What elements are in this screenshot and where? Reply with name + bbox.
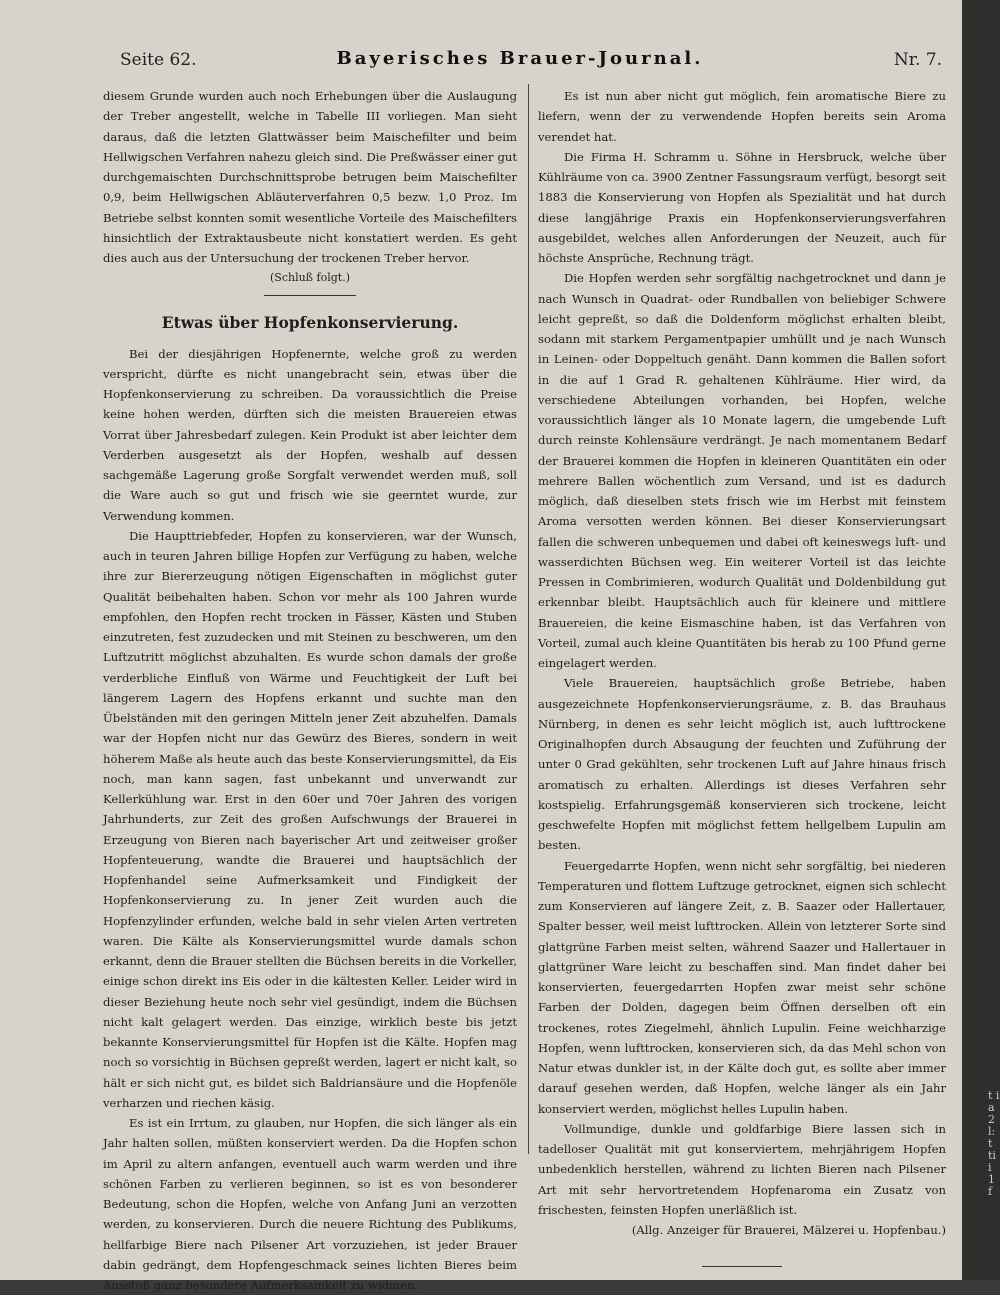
left-column xyxy=(103,86,517,1295)
article-paragraph: Es ist ein Irrtum, zu glauben, nur Hopfen, die sich länger als ein Jahr halten sollen, müßten konserviert werden. Da die Hopfen schon im April zu altern anfangen, eventuell auch warm werden und ihre schönen Farben zu verlieren beginnen, so ist es von besonderer Bedeutung, schon die Hopfen, welche von Anfang Juni an verzotten werden, zu konservieren. Durch die neuere Richtung des Publikums, hellfarbige Biere nach Pilsener Art vorzuziehen, ist jeder Brauer dabin gedrängt, dem Hopfengeschmack seines lichten Bieres beim Ausstoß ganz besondere Aufmerksamkeit zu widmen. xyxy=(103,1116,517,1292)
continued-note: (Schluß folgt.) xyxy=(270,271,350,285)
page-header xyxy=(100,46,940,82)
intro-paragraph: diesem Grunde wurden auch noch Erhebungen über die Auslaugung der Treber angestellt, welche in Tabelle III vorliegen. Man sieht daraus, daß die letzten Glattwässer beim Maischefilter und beim Hellwigschen Verfahren nahezu gleich sind. Die Preßwässer einer gut durchgemaischten Durchschnittsprobe betrugen beim Maischefilter 0,9, beim Hellwigschen Abläuterverfahren 0,5 bezw. 1,0 Proz. Im Betriebe selbst konnten somit wesentliche Vorteile des Maischefilters hinsichtlich der Extraktausbeute nicht konstatiert werden. Es geht dies auch aus der Untersuchung der trockenen Treber hervor. xyxy=(103,89,517,265)
article-paragraph: Vollmundige, dunkle und goldfarbige Biere lassen sich in tadelloser Qualität mit gut konserviertem, mehrjährigem Hopfen unbedenklich herstellen, während zu lichten Bieren nach Pilsener Art mit sehr hervortretendem Hopfenaroma ein Zusatz von frischesten, feinsten Hopfen unerläßlich ist. xyxy=(538,1121,946,1217)
article-paragraph: Die Hopfen werden sehr sorgfältig nachgetrocknet und dann je nach Wunsch in Quadrat- oder Rundballen von beliebiger Schwere leicht gepreßt, so daß die Doldenform möglichst erhalten bleibt, sodann mit starkem Pergamentpapier umhüllt und je nach Wunsch in Leinen- oder Doppeltuch genäht. Dann kommen die Ballen sofort in die auf 1 Grad R. gehaltenen Kühlräume. Hier wird, da verschiedene Abteilungen vorhanden, bei Hopfen, welche voraussichtlich länger als 10 Monate lagern, die umgebende Luft durch reinste Kohlensäure verdrängt. Je nach momentanem Bedarf der Brauerei kommen die Hopfen in kleineren Quantitäten ein oder mehrere Ballen wöchentlich zum Versand, und ist es dadurch möglich, daß dieselben stets frisch wie im Herbst mit feinstem Aroma versotten werden können. Bei dieser Konservierungsart fallen die schweren unbequemen und dabei oft keineswegs luft- und wasserdichten Büchsen weg. Ein weiterer Vorteil ist das leichte Pressen in Combrimieren, wodurch Qualität und Doldenbildung gut erkennbar bleibt. Hauptsächlich auch für kleinere und mittlere Brauereien, die keine Eismaschine haben, ist das Verfahren von Vorteil, zumal auch kleine Quantitäten bis herab zu 100 Pfund gerne eingelagert werden. xyxy=(538,271,946,670)
section-divider xyxy=(264,295,356,296)
scan-gutter xyxy=(962,0,1000,1280)
page-number: Seite 62. xyxy=(120,50,197,70)
issue-number: Nr. 7. xyxy=(893,50,942,70)
journal-title: Bayerisches Brauer-Journal. xyxy=(336,48,704,69)
column-divider xyxy=(528,84,529,1154)
article-paragraph: Die Haupttriebfeder, Hopfen zu konservieren, war der Wunsch, auch in teuren Jahren billige Hopfen zur Verfügung zu haben, welche ihre zur Biererzeugung nötigen Eigenschaften in möglichst guter Qualität beibehalten haben. Schon vor mehr als 100 Jahren wurde empfohlen, den Hopfen recht trocken in Fässer, Kästen und Stuben einzutreten, fest zuzudecken und mit Steinen zu beschweren, um den Luftzutritt möglichst abzuhalten. Es wurde schon damals der große verderbliche Einfluß von Wärme und Feuchtigkeit der Luft bei längerem Lagern des Hopfens erkannt und suchte man den Übelständen mit den geringen Mitteln jener Zeit abzuhelfen. Damals war der Hopfen nicht nur das Gewürz des Bieres, sondern in weit höherem Maße als heute auch das beste Konservierungsmittel, da Eis noch, man kann sagen, fast unbekannt und unverwandt zur Kellerkühlung war. Erst in den 60er und 70er Jahren des vorigen Jahrhunderts, zur Zeit des großen Aufschwungs der Brauerei in Erzeugung von Bieren nach bayerischer Art und zeitweiser großer Hopfenteuerung, wandte die Brauerei und hauptsächlich der Hopfenhandel seine Aufmerksamkeit und Findigkeit der Hopfenkonservierung zu. In jener Zeit wurden auch die Hopfenzylinder erfunden, welche bald in sehr vielen Arten vertreten waren. Die Kälte als Konservierungsmittel wurde damals schon erkannt, denn die Brauer stellten die Büchsen bereits in die Vorkeller, einige schon direkt ins Eis oder in die kältesten Keller. Leider wird in dieser Beziehung heute noch sehr viel gesündigt, indem die Büchsen nicht kalt gelagert werden. Das einzige, wirklich beste bis jetzt bekannte Konservierungsmittel für Hopfen ist die Kälte. Hopfen mag noch so vorsichtig in Büchsen gepreßt werden, lagert er nicht kalt, so hält er sich nicht gut, es bildet sich Baldriansäure und die Hopfenöle verharzen und riechen käsig. xyxy=(103,528,517,1110)
right-column xyxy=(538,86,946,1267)
article-paragraph: Feuergedarrte Hopfen, wenn nicht sehr sorgfältig, bei niederen Temperaturen und flottem Luftzuge getrocknet, eignen sich schlecht zum Konservieren auf längere Zeit, z. B. Saazer oder Hallertauer, Spalter besser, weil meist lufttrocken. Allein von letzterer Sorte sind glattgrüne Farben meist selten, während Saazer und Hallertauer in glattgrüner Ware leicht zu beschaffen sind. Man findet daher bei konservierten, feuergedarrten Hopfen zwar meist sehr schöne Farben der Dolden, dagegen beim Öffnen derselben oft ein trockenes, rotes Ziegelmehl, ähnlich Lupulin. Feine weichharzige Hopfen, wenn lufttrocken, konservieren sich, da das Mehl schon von Natur etwas dunkler ist, in der Kälte doch gut, es sollte aber immer darauf gesehen werden, daß Hopfen, welche länger als ein Jahr konserviert werden, möglichst helles Lupulin haben. xyxy=(538,858,946,1116)
article-title: Etwas über Hopfenkonservierung. xyxy=(161,312,459,332)
article-paragraph: Bei der diesjährigen Hopfenernte, welche groß zu werden verspricht, dürfte es nicht unangebracht sein, etwas über die Hopfenkonservierung zu schreiben. Da voraussichtlich die Preise keine hohen werden, dürften sich die meisten Brauereien etwas Vorrat über Jahresbedarf zulegen. Kein Produkt ist aber leichter dem Verderben ausgesetzt als der Hopfen, weshalb auf dessen sachgemäße Lagerung große Sorgfalt verwendet werden muß, soll die Ware auch so gut und frisch wie sie geerntet wurde, zur Verwendung kommen. xyxy=(103,346,517,523)
source-citation: (Allg. Anzeiger für Brauerei, Mälzerei u. Hopfenbau.) xyxy=(631,1223,946,1237)
article-paragraph: Es ist nun aber nicht gut möglich, fein aromatische Biere zu liefern, wenn der zu verwendende Hopfen bereits sein Aroma verendet hat. xyxy=(538,89,946,144)
adjacent-page-fragment: t i a 2 l: t ti i 1 f xyxy=(988,1089,1000,1198)
end-rule xyxy=(702,1266,782,1267)
article-paragraph: Viele Brauereien, hauptsächlich große Betriebe, haben ausgezeichnete Hopfenkonservierungsräume, z. B. das Brauhaus Nürnberg, in denen es sehr leicht möglich ist, auch lufttrockene Originalhopfen durch Absaugung der feuchten und Zuführung der unter 0 Grad gekühlten, sehr trockenen Luft auf Jahre hinaus frisch aromatisch zu erhalten. Allerdings ist dieses Verfahren sehr kostspielig. Erfahrungsgemäß konservieren sich trockene, leicht geschwefelte Hopfen mit möglichst fettem hellgelbem Lupulin am besten. xyxy=(538,676,946,853)
article-paragraph: Die Firma H. Schramm u. Söhne in Hersbruck, welche über Kühlräume von ca. 3900 Zentner Fassungsraum verfügt, besorgt seit 1883 die Konservierung von Hopfen als Spezialität und hat durch diese langjährige Praxis ein Hopfenkonservierungsverfahren ausgebildet, welches allen Anforderungen der Neuzeit, auch für höchste Ansprüche, Rechnung trägt. xyxy=(538,149,946,265)
